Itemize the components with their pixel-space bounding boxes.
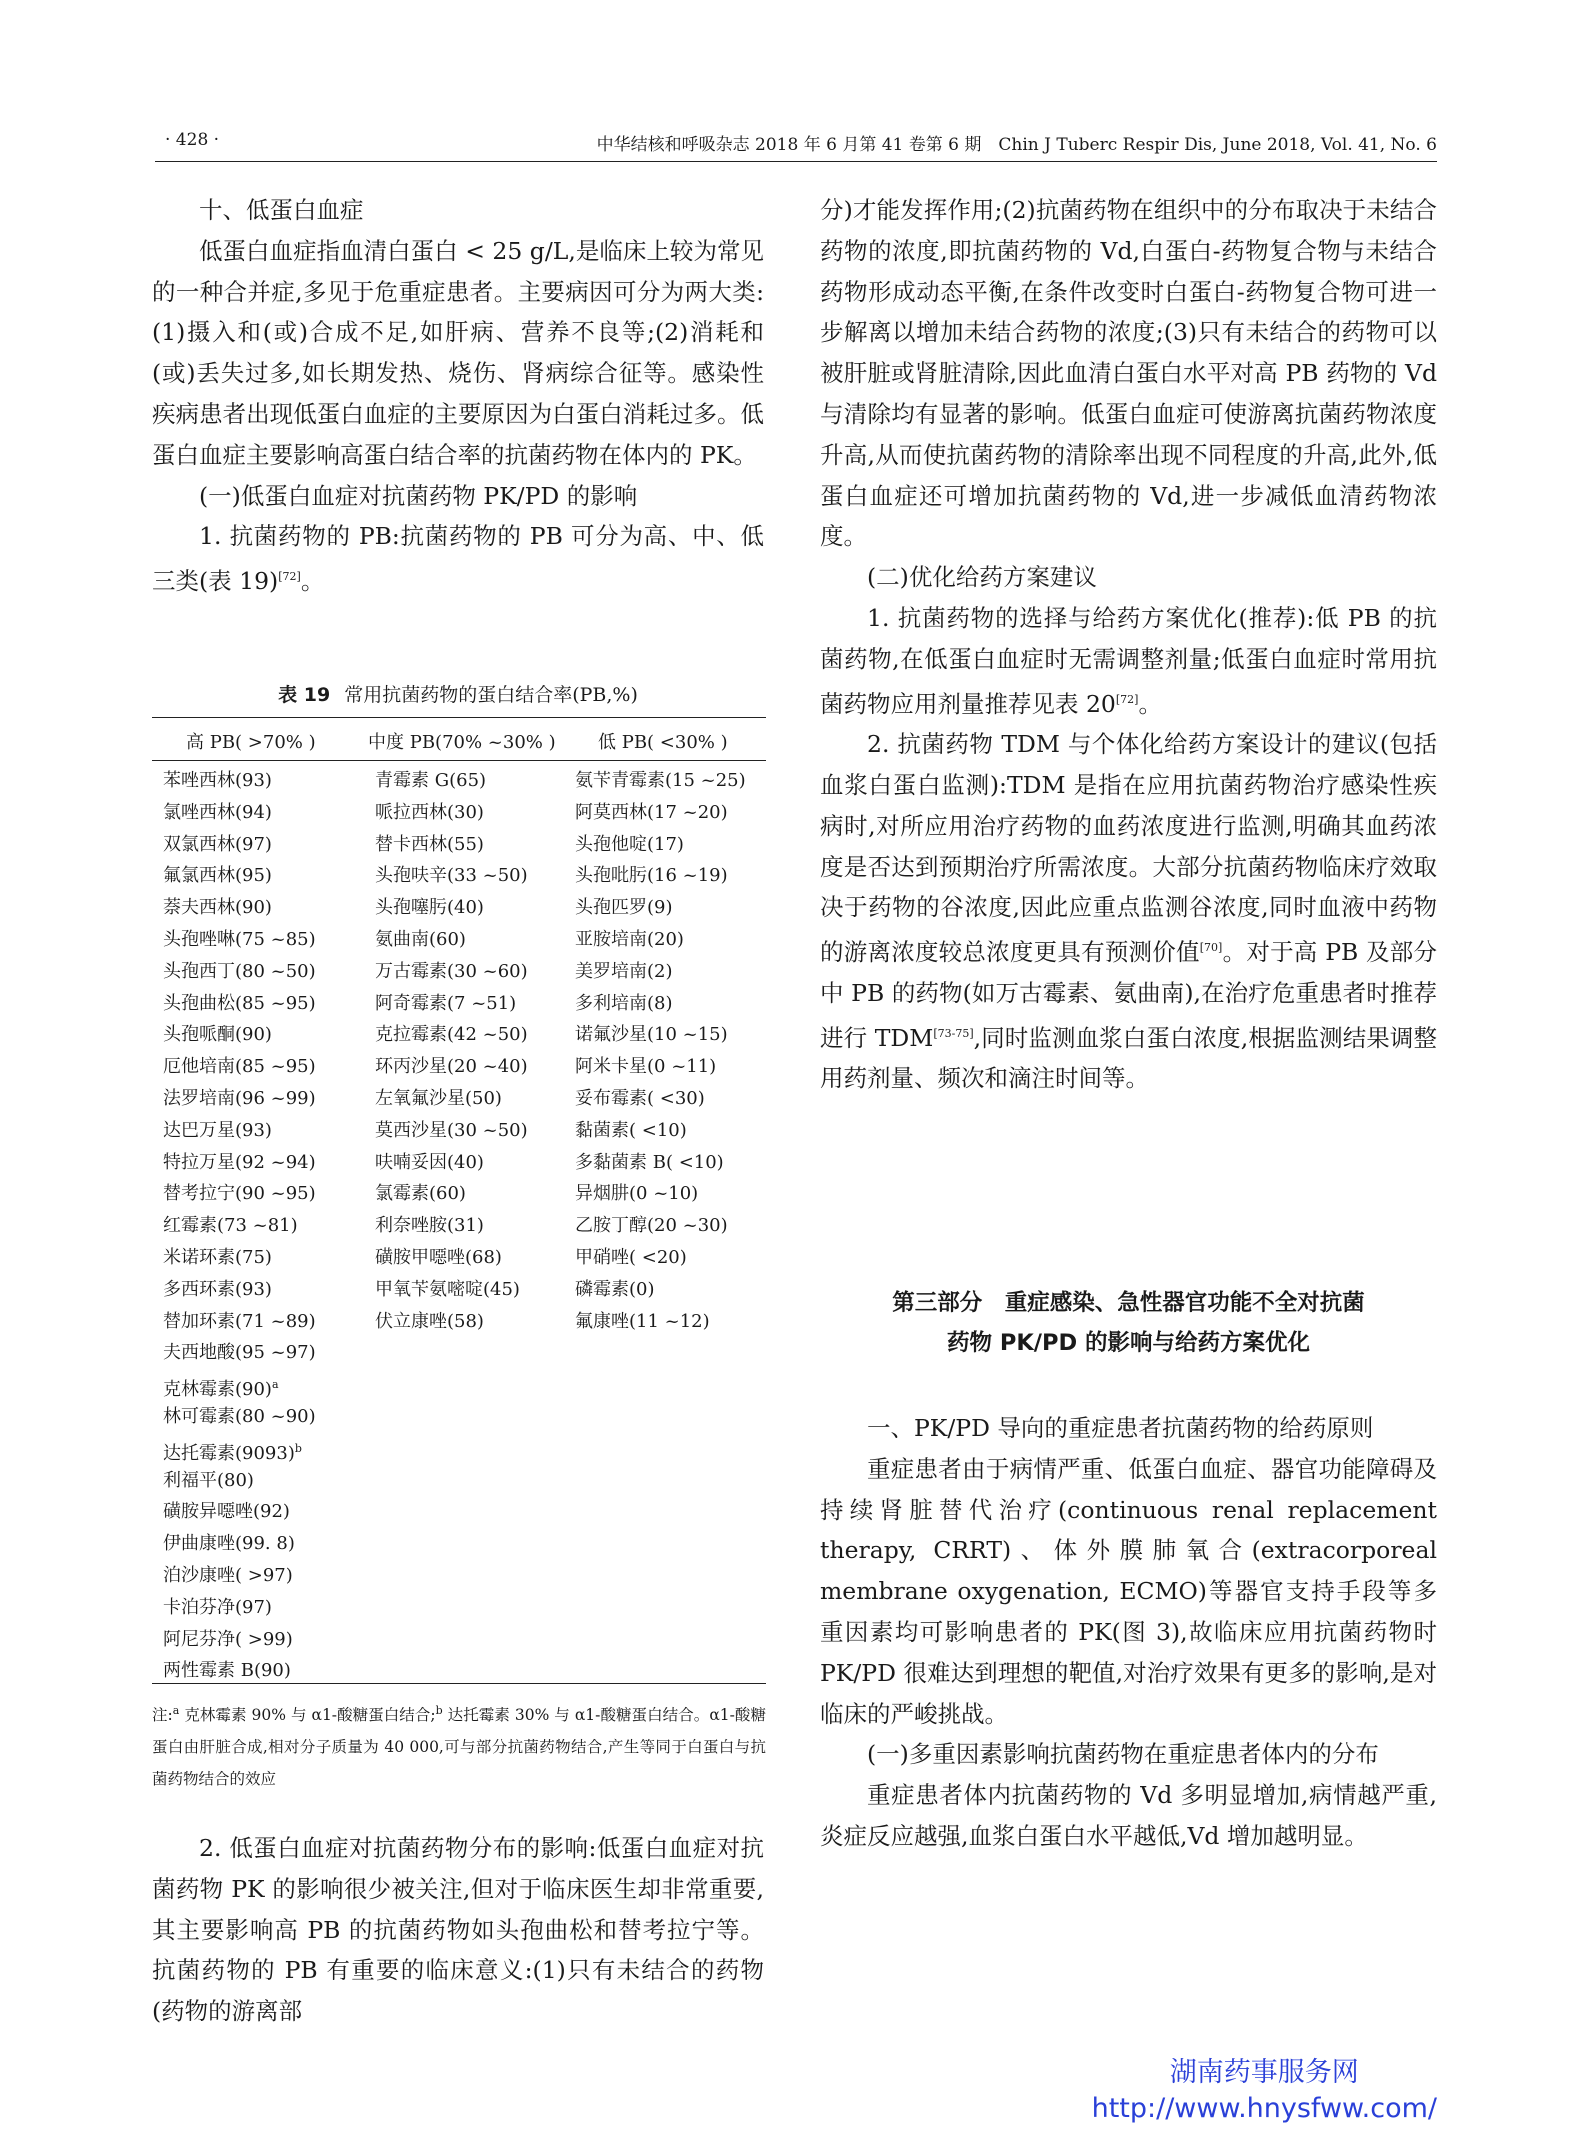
watermark-site-name: 湖南药事服务网 [1169,2057,1359,2088]
right-paragraph-4: 重症患者由于病情严重、低蛋白血症、器官功能障碍及持续肾脏替代治疗(continuous renal replacement therapy, CRRT)、体外膜肺氧合(extracorporeal membrane oxygenation, ECMO)等器官支持手段等多重因素均可影响患者的 PK(图 3),故临床应用抗菌药物时 PK/PD 很难达到理想的靶值,对治疗效果有更多的影响,是对临床的严峻挑战。 [820,1454,1437,1728]
section-title: 十、低蛋白血症 [199,196,364,224]
table-cell: 左氧氟沙星(50) [375,1087,502,1109]
citation: [70] [1199,941,1223,955]
pb-paragraph: 1. 抗菌药物的 PB:抗菌药物的 PB 可分为高、中、低三类(表 19)[72]。 [152,522,764,595]
table-cell: 磺胺异噁唑(92) [163,1501,290,1523]
table-label: 表 19 [278,684,331,706]
left-column-bottom [152,1828,764,2032]
subsection-heading-2: (二)优化给药方案建议 [867,563,1097,592]
header-low-pb: 低 PB( <30% ) [598,732,728,753]
subsection-heading: (一)低蛋白血症对抗菌药物 PK/PD 的影响 [199,481,638,510]
right-column-top [820,190,1437,1099]
watermark [1092,2055,1437,2127]
table-cell: 环丙沙星(20 ~40) [375,1056,528,1078]
table-cell: 头孢匹罗(9) [575,897,673,919]
table-cell: 头孢呋辛(33 ~50) [375,865,528,887]
table-cell: 阿莫西林(17 ~20) [575,801,728,823]
table-cell: 氯唑西林(94) [163,801,272,823]
table-cell: 厄他培南(85 ~95) [163,1056,316,1078]
running-header [150,130,1437,160]
header-medium-pb: 中度 PB(70% ~30% ) [368,732,556,753]
citation: [72] [278,570,301,584]
table-cell: 呋喃妥因(40) [375,1151,484,1173]
subsection-heading-3: (一)多重因素影响抗菌药物在重症患者体内的分布 [867,1740,1379,1769]
table-cell: 红霉素(73 ~81) [163,1215,298,1237]
table-cell: 替考拉宁(90 ~95) [163,1183,316,1205]
header-high-pb: 高 PB( >70% ) [186,732,316,753]
footnote-marker: b [294,1441,302,1455]
table-cell: 氯霉素(60) [375,1183,466,1205]
table-cell: 夫西地酸(95 ~97) [163,1342,316,1364]
table-note: 注:$^a$ 克林霉素 90% 与 α1-酸糖蛋白结合;$^b$ 达托霉素 30% 与 α1-酸糖蛋白结合。α1-酸糖蛋白由肝脏合成,相对分子质量为 40 000,可与部分抗菌药物结合,产生等同于白蛋白与抗菌药物结合的效应 [152,1704,766,1789]
watermark-url[interactable]: http://www.hnysfww.com/ [1091,2093,1437,2124]
table-cell: 诺氟沙星(10 ~15) [575,1024,728,1046]
table-cell: 克林霉素$(90)^a$ [163,1378,279,1401]
right-paragraph-1: 分)才能发挥作用;(2)抗菌药物在组织中的分布取决于未结合药物的浓度,即抗菌药物的 Vd,白蛋白-药物复合物与未结合药物形成动态平衡,在条件改变时白蛋白-药物复合物可进一步解离以增加未结合药物的浓度;(3)只有未结合的药物可以被肝脏或肾脏清除,因此血清白蛋白水平对高 PB 药物的 Vd 与清除均有显著的影响。低蛋白血症可使游离抗菌药物浓度升高,从而使抗菌药物的清除率出现不同程度的升高,此外,低蛋白血症还可增加抗菌药物的 Vd,进一步减低血清药物浓度。 [820,196,1437,551]
right-paragraph-3: 2. 抗菌药物 TDM 与个体化给药方案设计的建议(包括血浆白蛋白监测):TDM 是指在应用抗菌药物治疗感染性疾病时,对所应用治疗药物的血药浓度进行监测,明确其血药浓度是否达到预期治疗所需浓度。大部分抗菌药物临床疗效取决于药物的谷浓度,因此应重点监测谷浓度,同时血液中药物的游离浓度较总浓度更具有预测价值[70]。对于高 PB 及部分中 PB 的药物(如万古霉素、氨曲南),在治疗危重患者时推荐进行 TDM[73-75],同时监测血浆白蛋白浓度,根据监测结果调整用药剂量、频次和滴注时间等。 [820,730,1437,1093]
table-cell: 哌拉西林(30) [375,801,484,823]
table-cell: 多利培南(8) [575,992,673,1014]
table-header-rule [152,760,766,761]
right-paragraph-2: 1. 抗菌药物的选择与给药方案优化(推荐):低 PB 的抗菌药物,在低蛋白血症时无需调整剂量;低蛋白血症时常用抗菌药物应用剂量推荐见表 20[72]。 [820,603,1437,718]
part-three-title: 第三部分 重症感染、急性器官功能不全对抗菌 药物 PK/PD 的影响与给药方案优化 [892,1290,1365,1356]
table-cell: 双氯西林(97) [163,833,272,855]
table-cell: 头孢西丁(80 ~50) [163,960,316,982]
table-cell: 美罗培南(2) [575,960,673,982]
table-cell: 磷霉素(0) [575,1278,655,1300]
table-cell: 伊曲康唑(99. 8) [163,1533,295,1555]
right-column-bottom [820,1408,1437,1857]
table-cell: 头孢他啶(17) [575,833,684,855]
table-cell: 乙胺丁醇(20 ~30) [575,1215,728,1237]
table-top-rule [152,717,766,718]
table-caption-text: 常用抗菌药物的蛋白结合率(PB,%) [344,684,638,706]
table-cell: 伏立康唑(58) [375,1310,484,1332]
table-cell: 万古霉素(30 ~60) [375,960,528,982]
right-paragraph-5: 重症患者体内抗菌药物的 Vd 多明显增加,病情越严重,炎症反应越强,血浆白蛋白水平越低,Vd 增加越明显。 [820,1781,1437,1850]
table-cell: 氟康唑(11 ~12) [575,1310,710,1332]
left-column-top [152,190,764,602]
low-pb-column [575,765,746,1337]
table-cell: 氟氯西林(95) [163,865,272,887]
table-cell: 达巴万星(93) [163,1119,272,1141]
table-cell: 甲硝唑( <20) [575,1246,687,1268]
table-cell: 头孢哌酮(90) [163,1024,272,1046]
table-cell: 头孢曲松(85 ~95) [163,992,316,1014]
table-cell: 苯唑西林(93) [163,770,272,791]
section-heading-1: 一、PK/PD 导向的重症患者抗菌药物的给药原则 [867,1414,1374,1442]
table-bottom-rule [152,1683,766,1684]
table-cell: 黏菌素( <10) [575,1119,687,1141]
table-cell: 阿尼芬净( >99) [163,1628,293,1650]
table-cell: 林可霉素(80 ~90) [163,1405,316,1427]
table-cell: 米诺环素(75) [163,1246,272,1268]
header-rule [155,161,1437,162]
table-cell: 甲氧苄氨嘧啶(45) [375,1278,520,1300]
distribution-paragraph: 2. 低蛋白血症对抗菌药物分布的影响:低蛋白血症对抗菌药物 PK 的影响很少被关注,但对于临床医生却非常重要,其主要影响高 PB 的抗菌药物如头孢曲松和替考拉宁等。抗菌药物的 PB 有重要的临床意义:(1)只有未结合的药物(药物的游离部 [152,1834,764,2026]
table-cell: 替加环素(71 ~89) [163,1310,316,1332]
table-cell: 卡泊芬净(97) [163,1596,272,1618]
table-cell: 妥布霉素( <30) [575,1087,705,1109]
table-cell: 磺胺甲噁唑(68) [375,1246,502,1268]
table-cell: 利奈唑胺(31) [375,1215,484,1237]
table-cell: 特拉万星(92 ~94) [163,1151,316,1173]
intro-paragraph: 低蛋白血症指血清白蛋白 < 25 g/L,是临床上较为常见的一种合并症,多见于危重症患者。主要病因可分为两大类:(1)摄入和(或)合成不足,如肝病、营养不良等;(2)消耗和(或)丢失过多,如长期发热、烧伤、肾病综合征等。感染性疾病患者出现低蛋白血症的主要原因为白蛋白消耗过多。低蛋白血症主要影响高蛋白结合率的抗菌药物在体内的 PK。 [152,236,764,469]
table-cell: 多黏菌素 B( <10) [575,1151,724,1173]
table-cell: 青霉素 G(65) [375,770,487,791]
table-cell: 法罗培南(96 ~99) [163,1087,316,1109]
table-cell: 达托霉素$(9093)^b$ [163,1441,302,1464]
table-cell: 替卡西林(55) [375,833,484,855]
footnote-marker: a [271,1378,279,1392]
table-cell: 泊沙康唑( >97) [163,1564,293,1586]
citation: [73-75] [933,1026,974,1040]
table-cell: 阿米卡星(0 ~11) [575,1056,717,1078]
table-cell: 阿奇霉素(7 ~51) [375,992,517,1014]
citation: [72] [1115,692,1139,706]
table-cell: 克拉霉素(42 ~50) [375,1024,528,1046]
table-cell: 两性霉素 B(90) [163,1660,291,1682]
table-cell: 异烟肼(0 ~10) [575,1183,699,1205]
table-caption [152,680,764,707]
table-cell: 萘夫西林(90) [163,897,272,919]
page-number: · 428 · [165,130,220,150]
table-cell: 头孢吡肟(16 ~19) [575,865,728,887]
journal-citation: 中华结核和呼吸杂志 2018 年 6 月第 41 卷第 6 期 Chin J Tuberc Respir Dis, June 2018, Vol. 41, No. 6 [596,135,1437,155]
table-cell: 亚胺培南(20) [575,928,684,950]
medium-pb-column [375,765,528,1337]
table-cell: 莫西沙星(30 ~50) [375,1119,528,1141]
table-cell: 头孢噻肟(40) [375,897,484,919]
table-cell: 多西环素(93) [163,1278,272,1300]
high-pb-column [163,765,316,1687]
table-cell: 利福平(80) [163,1469,254,1491]
table-cell: 氨曲南(60) [375,928,466,950]
table-cell: 氨苄青霉素(15 ~25) [575,770,746,791]
table-cell: 头孢唑啉(75 ~85) [163,928,316,950]
